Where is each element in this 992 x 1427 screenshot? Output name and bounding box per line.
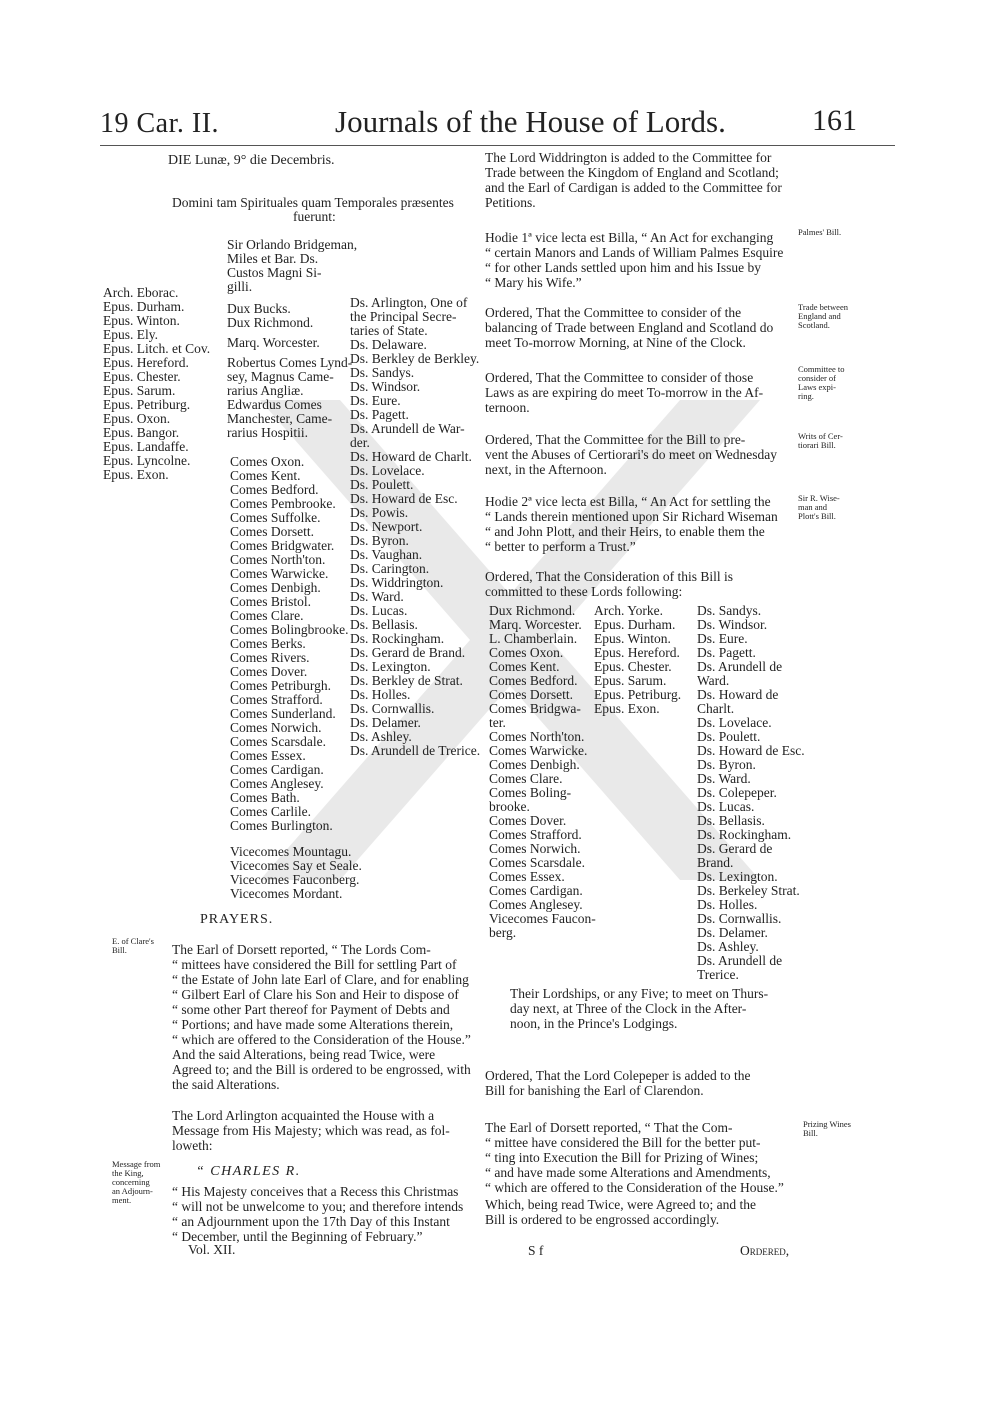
margin-line: Laws expi- <box>798 382 837 392</box>
margin-line: consider of <box>798 373 837 383</box>
paragraph-wiseman-bill <box>485 494 797 554</box>
viscount-entry: Vicecomes Mountagu. <box>230 844 352 859</box>
text-line: Ordered, That the Committee for the Bill to pre- <box>485 432 746 447</box>
committee-member: Epus. Durham. <box>594 617 676 632</box>
committee-member: Epus. Hereford. <box>594 645 680 660</box>
officer-line: Edwardus Comes <box>227 397 322 412</box>
text-line: “ which are offered to the Consideration of the House.” <box>485 1180 784 1195</box>
margin-line: Bill. <box>112 945 127 955</box>
margin-line: ring. <box>798 391 814 401</box>
earl-entry: Comes Berks. <box>230 636 306 651</box>
margin-line: Committee to <box>798 364 845 374</box>
baron-entry: Ds. Newport. <box>350 519 423 534</box>
text-line: Bill is ordered to be engrossed accordingly. <box>485 1212 720 1227</box>
committee-member: Ward. <box>697 673 730 688</box>
text-line: “ Gilbert Earl of Clare his Son and Heir to dispose of <box>172 987 459 1002</box>
text-line: balancing of Trade between England and Scotland do <box>485 320 774 335</box>
committee-member: Comes Bedford. <box>489 673 578 688</box>
committee-list-spiritual <box>594 604 681 716</box>
baron-entry: Ds. Holles. <box>350 687 411 702</box>
baron-entry: Ds. Delamer. <box>350 715 421 730</box>
margin-line: Sir R. Wise- <box>798 493 840 503</box>
baron-entry: Ds. Berkley de Strat. <box>350 673 463 688</box>
margin-line: Scotland. <box>798 320 830 330</box>
text-line: “ mittees have considered the Bill for settling Part of <box>172 957 457 972</box>
text-line: The Lord Widdrington is added to the Committee for <box>485 150 772 165</box>
committee-member: Ds. Colepeper. <box>697 785 777 800</box>
text-line: meet To-morrow Morning, at Nine of the Clock. <box>485 335 746 350</box>
committee-member: Charlt. <box>697 701 735 716</box>
text-line: And the said Alterations, being read Twice, were <box>172 1047 436 1062</box>
viscount-entry: Vicecomes Say et Seale. <box>230 858 362 873</box>
spiritual-lord: Epus. Hereford. <box>103 355 189 370</box>
paragraph-colepeper <box>485 1068 797 1098</box>
earl-entry: Comes Carlile. <box>230 804 311 819</box>
committee-member: Ds. Lucas. <box>697 799 755 814</box>
text-line: Ordered, That the Committee to consider of those <box>485 370 754 385</box>
margin-note-message <box>112 1160 160 1205</box>
committee-member: Epus. Sarum. <box>594 673 667 688</box>
earl-entry: Comes Strafford. <box>230 692 323 707</box>
committee-member: berg. <box>489 925 517 940</box>
committee-member: Epus. Winton. <box>594 631 671 646</box>
committee-member: Comes North'ton. <box>489 729 585 744</box>
duke-entry: Dux Bucks. <box>227 301 291 316</box>
margin-note-trade <box>798 303 848 330</box>
earl-entry: Comes Clare. <box>230 608 304 623</box>
text-line: the said Alterations. <box>172 1077 280 1092</box>
margin-note-writs <box>798 432 843 450</box>
margin-note-wiseman <box>798 494 840 521</box>
earls-list <box>230 455 349 833</box>
margin-note-wines <box>803 1120 851 1138</box>
committee-member: Ds. Pagett. <box>697 645 756 660</box>
margin-note-laws <box>798 365 845 401</box>
text-line: Laws as are expiring do meet To-morrow in the Af- <box>485 385 764 400</box>
officer-line: Manchester, Came- <box>227 411 333 426</box>
text-line: Ordered, That the Committee to consider of the <box>485 305 742 320</box>
text-line: “ and have made some Alterations and Amendments, <box>485 1165 771 1180</box>
text-line: Petitions. <box>485 195 536 210</box>
committee-member: Ds. Holles. <box>697 897 758 912</box>
text-line: “ an Adjournment upon the 17th Day of this Instant <box>172 1214 450 1229</box>
text-line: Bill for banishing the Earl of Clarendon. <box>485 1083 704 1098</box>
committee-member: Ds. Sandys. <box>697 603 762 618</box>
committee-member: Ds. Byron. <box>697 757 756 772</box>
viscount-entry: Vicecomes Fauconberg. <box>230 872 360 887</box>
baron-entry: Ds. Sandys. <box>350 365 415 380</box>
margin-line: England and <box>798 311 841 321</box>
keeper-line: Sir Orlando Bridgeman, <box>227 237 358 252</box>
baron-entry: taries of State. <box>350 323 428 338</box>
text-line: Ordered, That the Consideration of this Bill is <box>485 569 733 584</box>
text-line: next, in the Afternoon. <box>485 462 607 477</box>
baron-entry: Ds. Widdrington. <box>350 575 444 590</box>
text-line: “ and John Plott, and their Heirs, to enable them the <box>485 524 765 539</box>
earl-entry: Comes Norwich. <box>230 720 322 735</box>
baron-entry: Ds. Lexington. <box>350 659 431 674</box>
committee-member: Trerice. <box>697 967 739 982</box>
paragraph-wines-bill <box>485 1120 797 1195</box>
earl-entry: Comes Petriburgh. <box>230 678 331 693</box>
text-line: vent the Abuses of Certiorari's do meet on Wednesday <box>485 447 778 462</box>
committee-member: Dux Richmond. <box>489 603 576 618</box>
baron-entry: Ds. Powis. <box>350 505 409 520</box>
earl-entry: Comes Scarsdale. <box>230 734 326 749</box>
baron-entry: Ds. Rockingham. <box>350 631 445 646</box>
spiritual-lord: Epus. Petriburg. <box>103 397 191 412</box>
margin-line: Plott's Bill. <box>798 511 836 521</box>
paragraph-arlington-message <box>172 1108 482 1153</box>
keeper-line: gilli. <box>227 279 253 294</box>
earl-entry: Comes Sunderland. <box>230 706 336 721</box>
text-line: “ ting into Execution the Bill for Prizing of Wines; <box>485 1150 759 1165</box>
text-line: “ mittee have considered the Bill for the better put- <box>485 1135 761 1150</box>
committee-member: Ds. Lovelace. <box>697 715 772 730</box>
committee-member: Arch. Yorke. <box>594 603 663 618</box>
committee-member: Comes Norwich. <box>489 841 581 856</box>
sitting-title: DIE Lunæ, 9° die Decembris. <box>168 153 335 168</box>
earl-entry: Comes Oxon. <box>230 454 305 469</box>
spiritual-lord: Epus. Chester. <box>103 369 181 384</box>
margin-line: man and <box>798 502 828 512</box>
committee-member: Ds. Rockingham. <box>697 827 792 842</box>
earl-entry: Comes Bristol. <box>230 594 312 609</box>
margin-note-clare <box>112 937 154 955</box>
baron-entry: Ds. Windsor. <box>350 379 421 394</box>
text-line: and the Earl of Cardigan is added to the Committee for <box>485 180 782 195</box>
text-line: “ which are offered to the Consideration of the House.” <box>172 1032 471 1047</box>
committee-member: Comes Essex. <box>489 869 565 884</box>
baron-entry: Ds. Arundell de War- <box>350 421 465 436</box>
running-head-title: Journals of the House of Lords. <box>335 104 726 139</box>
text-line: Trade between the Kingdom of England and Scotland; <box>485 165 779 180</box>
earl-entry: Comes Warwicke. <box>230 566 329 581</box>
baron-entry: the Principal Secre- <box>350 309 457 324</box>
duke-entry: Dux Richmond. <box>227 315 314 330</box>
committee-member: Comes Bridgwa- <box>489 701 581 716</box>
header-rule <box>100 145 895 146</box>
earl-entry: Comes Kent. <box>230 468 301 483</box>
committee-member: Ds. Cornwallis. <box>697 911 782 926</box>
baron-entry: der. <box>350 435 370 450</box>
baron-entry: Ds. Arundell de Trerice. <box>350 743 481 758</box>
spiritual-lord: Epus. Durham. <box>103 299 185 314</box>
baron-entry: Ds. Lovelace. <box>350 463 425 478</box>
committee-member: ter. <box>489 715 506 730</box>
baron-entry: Ds. Byron. <box>350 533 409 548</box>
paragraph-certiorari <box>485 432 797 477</box>
earl-entry: Comes Cardigan. <box>230 762 324 777</box>
earl-entry: Comes Burlington. <box>230 818 333 833</box>
baron-entry: Ds. Cornwallis. <box>350 701 435 716</box>
text-line: The Earl of Dorsett reported, “ That the Com- <box>485 1120 733 1135</box>
earl-entry: Comes Bolingbrooke. <box>230 622 349 637</box>
baron-entry: Ds. Vaughan. <box>350 547 423 562</box>
committee-member: Epus. Exon. <box>594 701 660 716</box>
officer-line: Robertus Comes Lynd- <box>227 355 353 370</box>
earl-entry: Comes Anglesey. <box>230 776 324 791</box>
baron-entry: Ds. Ashley. <box>350 729 412 744</box>
committee-member: Ds. Delamer. <box>697 925 768 940</box>
viscount-entry: Vicecomes Mordant. <box>230 886 343 901</box>
paragraph-palmes-bill <box>485 230 797 290</box>
committee-member: Comes Boling- <box>489 785 572 800</box>
margin-line: tiorari Bill. <box>798 440 836 450</box>
volume-note: Vol. XII. <box>188 1242 236 1257</box>
margin-line: concerning <box>112 1177 150 1187</box>
paragraph-laws-committee <box>485 370 797 415</box>
margin-line: the King, <box>112 1168 144 1178</box>
baron-entry: Ds. Delaware. <box>350 337 427 352</box>
text-line: “ Lands therein mentioned upon Sir Richard Wiseman <box>485 509 778 524</box>
committee-list-temporal <box>489 604 596 940</box>
text-line: Agreed to; and the Bill is ordered to be engrossed, with <box>172 1062 471 1077</box>
text-line: “ the Estate of John late Earl of Clare, and for enabling <box>172 972 469 987</box>
baron-entry: Ds. Gerard de Brand. <box>350 645 466 660</box>
text-line: “ His Majesty conceives that a Recess this Christmas <box>172 1184 459 1199</box>
baron-entry: Ds. Howard de Charlt. <box>350 449 472 464</box>
text-line: Hodie 1ª vice lecta est Billa, “ An Act for exchanging <box>485 230 774 245</box>
committee-member: Ds. Poulett. <box>697 729 761 744</box>
committee-member: Ds. Windsor. <box>697 617 768 632</box>
committee-member: L. Chamberlain. <box>489 631 578 646</box>
officers-list <box>227 356 352 440</box>
committee-member: Ds. Ward. <box>697 771 751 786</box>
signature-mark: S f <box>528 1243 544 1258</box>
baron-entry: Ds. Eure. <box>350 393 401 408</box>
viscounts-list <box>230 845 362 901</box>
text-line: The Earl of Dorsett reported, “ The Lords Com- <box>172 942 431 957</box>
earl-entry: Comes North'ton. <box>230 552 326 567</box>
spiritual-lord: Epus. Landaffe. <box>103 439 189 454</box>
margin-line: E. of Clare's <box>112 936 154 946</box>
earl-entry: Comes Dover. <box>230 664 308 679</box>
margin-line: ment. <box>112 1195 132 1205</box>
text-line: ternoon. <box>485 400 530 415</box>
margin-line: Message from <box>112 1159 161 1169</box>
catchword: Ordered, <box>740 1243 790 1258</box>
committee-member: Marq. Worcester. <box>489 617 582 632</box>
margin-line: Bill. <box>803 1128 818 1138</box>
committee-member: Comes Kent. <box>489 659 560 674</box>
committee-member: Comes Denbigh. <box>489 757 580 772</box>
committee-member: Comes Warwicke. <box>489 743 588 758</box>
spiritual-lord: Epus. Sarum. <box>103 383 176 398</box>
paragraph-king-message <box>172 1184 482 1244</box>
committee-member: Comes Clare. <box>489 771 563 786</box>
spiritual-lord: Epus. Winton. <box>103 313 180 328</box>
committee-member: Ds. Berkeley Strat. <box>697 883 800 898</box>
earl-entry: Comes Pembrooke. <box>230 496 336 511</box>
text-line: “ certain Manors and Lands of William Palmes Esquire <box>485 245 784 260</box>
committee-member: Ds. Bellasis. <box>697 813 765 828</box>
earl-entry: Comes Dorsett. <box>230 524 314 539</box>
committee-member: Vicecomes Faucon- <box>489 911 596 926</box>
baron-entry: Ds. Carington. <box>350 561 430 576</box>
paragraph-clare-bill <box>172 942 482 1092</box>
spiritual-lord: Epus. Oxon. <box>103 411 171 426</box>
baron-entry: Ds. Arlington, One of <box>350 295 468 310</box>
committee-member: Ds. Eure. <box>697 631 748 646</box>
prayers-heading: PRAYERS. <box>200 912 274 927</box>
baron-entry: Ds. Berkley de Berkley. <box>350 351 480 366</box>
text-line: Which, being read Twice, were Agreed to; and the <box>485 1197 756 1212</box>
text-line: Ordered, That the Lord Colepeper is added to the <box>485 1068 751 1083</box>
spiritual-lords-list <box>103 286 210 482</box>
present-line-2: fuerunt: <box>293 209 336 224</box>
earl-entry: Comes Bath. <box>230 790 300 805</box>
officer-line: rarius Hospitii. <box>227 425 308 440</box>
committee-list-barons <box>697 604 805 982</box>
spiritual-lord: Arch. Eborac. <box>103 285 179 300</box>
text-line: “ will not be unwelcome to you; and therefore intends <box>172 1199 464 1214</box>
paragraph-quorum <box>510 986 802 1031</box>
spiritual-lord: Epus. Ely. <box>103 327 158 342</box>
earl-entry: Comes Bridgwater. <box>230 538 335 553</box>
committee-member: Comes Scarsdale. <box>489 855 585 870</box>
officer-line: sey, Magnus Came- <box>227 369 334 384</box>
margin-line: Writs of Cer- <box>798 431 843 441</box>
earl-entry: Comes Bedford. <box>230 482 319 497</box>
page-number: 161 <box>812 104 857 137</box>
officer-line: rarius Angliæ. <box>227 383 304 398</box>
committee-member: Epus. Petriburg. <box>594 687 682 702</box>
committee-member: Ds. Arundell de <box>697 953 783 968</box>
running-head-left: 19 Car. II. <box>100 108 220 139</box>
committee-member: Epus. Chester. <box>594 659 672 674</box>
earl-entry: Comes Essex. <box>230 748 306 763</box>
marquis-entry: Marq. Worcester. <box>227 335 320 350</box>
earl-entry: Comes Rivers. <box>230 650 310 665</box>
text-line: “ for other Lands settled upon him and his Issue by <box>485 260 761 275</box>
margin-line: Prizing Wines <box>803 1119 851 1129</box>
text-line: Message from His Majesty; which was read, as fol- <box>172 1123 450 1138</box>
text-line: Their Lordships, or any Five; to meet on Thurs- <box>510 986 769 1001</box>
keeper-line: Custos Magni Si- <box>227 265 322 280</box>
committee-member: Ds. Howard de Esc. <box>697 743 805 758</box>
committee-member: Ds. Ashley. <box>697 939 759 954</box>
text-line: noon, in the Prince's Lodgings. <box>510 1016 678 1031</box>
royal-signature: “ CHARLES R. <box>196 1164 301 1179</box>
committee-member: brooke. <box>489 799 530 814</box>
paragraph-wines-agreed <box>485 1197 797 1227</box>
text-line: The Lord Arlington acquainted the House with a <box>172 1108 435 1123</box>
spiritual-lord: Epus. Litch. et Cov. <box>103 341 211 356</box>
committee-member: Comes Cardigan. <box>489 883 583 898</box>
committee-member: Ds. Gerard de <box>697 841 773 856</box>
text-line: day next, at Three of the Clock in the After- <box>510 1001 747 1016</box>
lord-keeper-entry <box>227 238 357 294</box>
committee-member: Comes Strafford. <box>489 827 582 842</box>
baron-entry: Ds. Howard de Esc. <box>350 491 458 506</box>
baron-entry: Ds. Poulett. <box>350 477 414 492</box>
committee-member: Comes Anglesey. <box>489 897 583 912</box>
paragraph-trade-committee <box>485 305 797 350</box>
text-line: Hodie 2ª vice lecta est Billa, “ An Act for settling the <box>485 494 771 509</box>
spiritual-lord: Epus. Exon. <box>103 467 169 482</box>
margin-line: Trade between <box>798 302 848 312</box>
committee-member: Comes Dorsett. <box>489 687 573 702</box>
margin-note-palmes: Palmes' Bill. <box>798 227 842 237</box>
spiritual-lord: Epus. Lyncolne. <box>103 453 191 468</box>
baron-entry: Ds. Lucas. <box>350 603 408 618</box>
text-line: “ better to perform a Trust.” <box>485 539 636 554</box>
paragraph-committed <box>485 569 797 599</box>
committee-member: Ds. Arundell de <box>697 659 783 674</box>
text-line: committed to these Lords following: <box>485 584 683 599</box>
present-line-1: Domini tam Spirituales quam Temporales præsentes <box>172 195 454 210</box>
committee-member: Ds. Howard de <box>697 687 779 702</box>
baron-entry: Ds. Ward. <box>350 589 404 604</box>
baron-entry: Ds. Bellasis. <box>350 617 418 632</box>
dukes-list <box>227 302 313 330</box>
text-line: “ some other Part thereof for Payment of Debts and <box>172 1002 450 1017</box>
earl-entry: Comes Denbigh. <box>230 580 321 595</box>
spiritual-lord: Epus. Bangor. <box>103 425 180 440</box>
committee-member: Ds. Lexington. <box>697 869 778 884</box>
text-line: “ Portions; and have made some Alterations therein, <box>172 1017 454 1032</box>
keeper-line: Miles et Bar. Ds. <box>227 251 319 266</box>
text-line: loweth: <box>172 1138 213 1153</box>
earl-entry: Comes Suffolke. <box>230 510 321 525</box>
committee-member: Comes Oxon. <box>489 645 564 660</box>
committee-member: Comes Dover. <box>489 813 567 828</box>
paragraph-widdrington <box>485 150 797 210</box>
margin-line: an Adjourn- <box>112 1186 153 1196</box>
text-line: “ December, until the Beginning of February.” <box>172 1229 423 1244</box>
barons-list <box>350 296 480 758</box>
baron-entry: Ds. Pagett. <box>350 407 409 422</box>
committee-member: Brand. <box>697 855 734 870</box>
text-line: “ Mary his Wife.” <box>485 275 582 290</box>
